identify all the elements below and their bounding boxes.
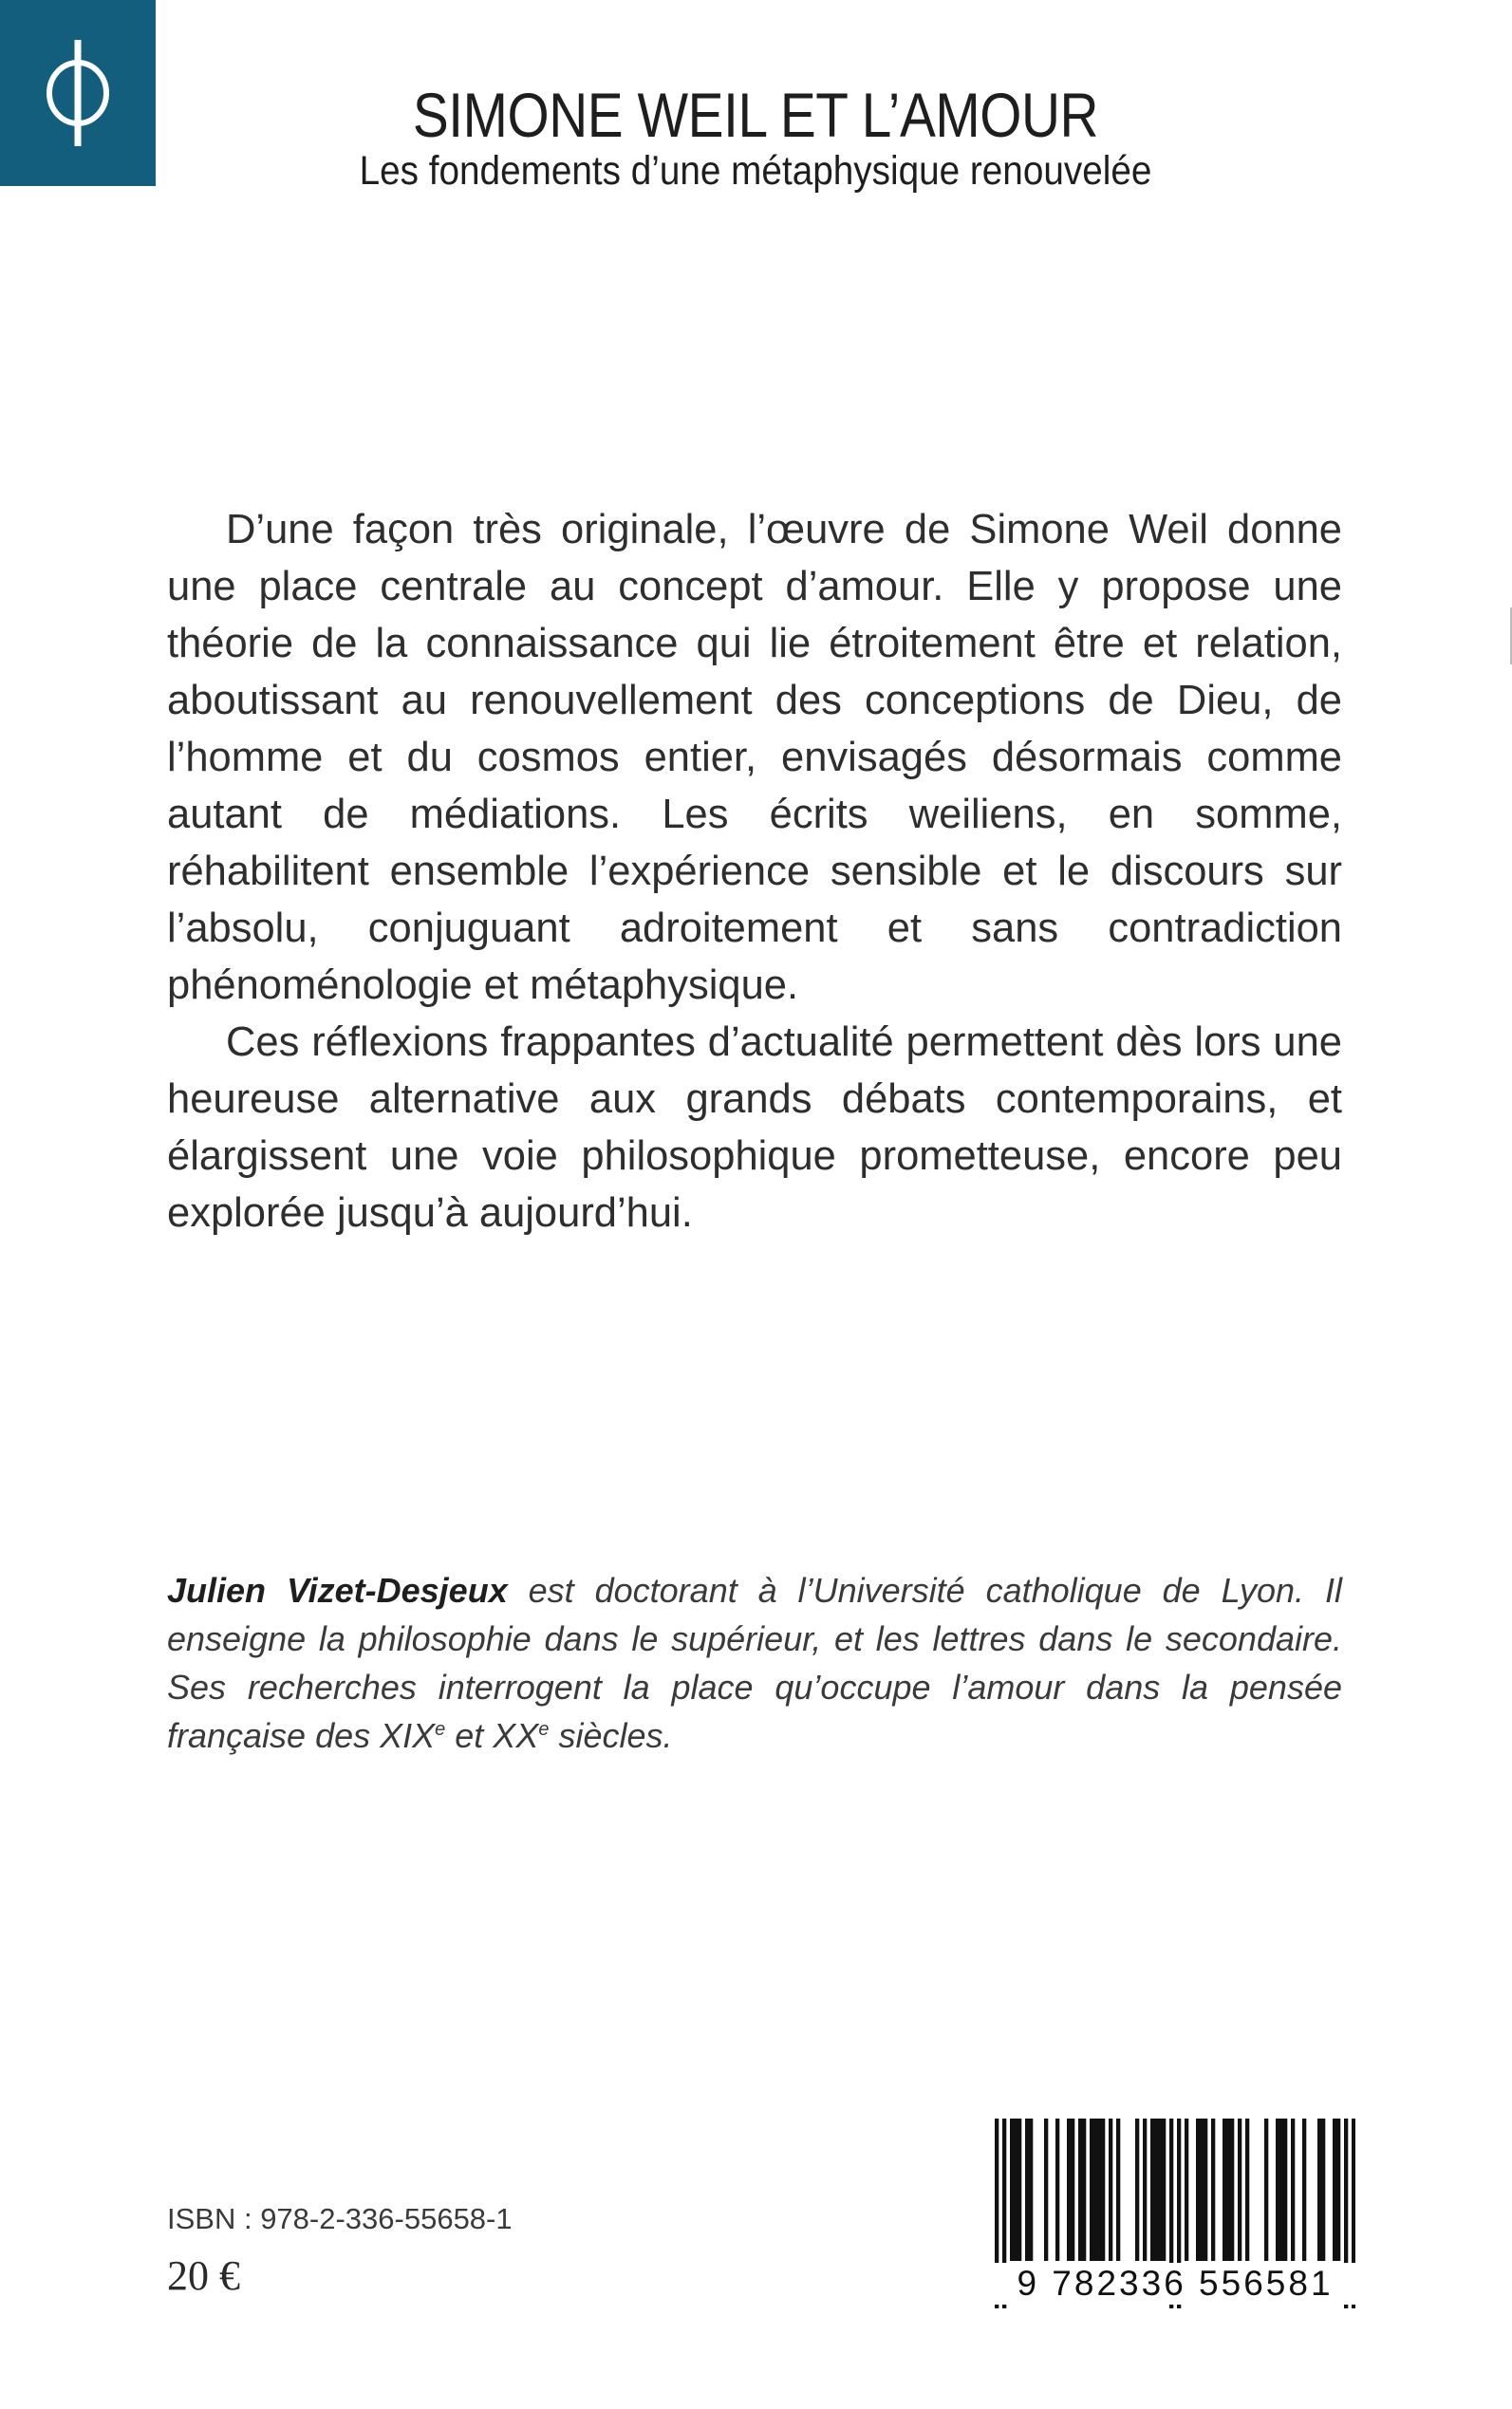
barcode-bar xyxy=(1321,2119,1325,2261)
barcode-bar xyxy=(1291,2119,1295,2261)
barcode-bar xyxy=(1078,2119,1082,2261)
barcode-bar xyxy=(1162,2119,1166,2261)
barcode-bar xyxy=(1336,2119,1340,2261)
barcode-bar xyxy=(1302,2119,1306,2261)
barcode-bar xyxy=(1238,2119,1241,2261)
barcode-bar xyxy=(1017,2119,1021,2261)
barcode-bar xyxy=(1135,2119,1139,2261)
publisher-logo xyxy=(0,0,156,186)
bio-text-3: siècles. xyxy=(549,1716,673,1755)
barcode-bar xyxy=(1097,2119,1101,2261)
barcode-bar xyxy=(1071,2119,1074,2261)
price-label: 20 € xyxy=(167,2252,240,2299)
isbn-label: ISBN : 978-2-336-55658-1 xyxy=(167,2202,513,2235)
barcode-bar xyxy=(1093,2119,1097,2261)
barcode-bar xyxy=(1029,2119,1033,2261)
barcode-bar xyxy=(1067,2119,1071,2261)
blurb-paragraph-2: Ces réflexions frappantes d’actualité permettent dès lors une heureuse alternative aux grands débats contemporains, et élargissent une voie philosophique prometteuse, encore peu explorée jusqu’à aujourd’hui. xyxy=(167,1019,1342,1236)
barcode-bar xyxy=(1010,2119,1014,2261)
barcode-bar xyxy=(1025,2119,1029,2261)
barcode-bar xyxy=(1055,2119,1059,2261)
blurb-paragraph-1: D’une façon très originale, l’œuvre de Simone Weil donne une place centrale au concept d’amour. Elle y propose une théorie de la connaissance qui lie étroitement être et relation, aboutissant au renouvellement des conceptions de Dieu, de l’homme et du cosmos entier, envisagés désormais comme autant de médiations. Les écrits weiliens, en somme, réhabilitent ensemble l’expérience sensible et le discours sur l’absolu, conjuguant adroitement et sans contradiction phénoménologie et métaphysique. xyxy=(167,507,1342,1008)
barcode-bar xyxy=(1196,2119,1200,2261)
barcode-bar xyxy=(1154,2119,1158,2261)
barcode-bar xyxy=(1185,2119,1188,2261)
book-title: SIMONE WEIL ET L’AMOUR xyxy=(412,80,1099,150)
bio-superscript-2: e xyxy=(538,1719,550,1740)
barcode-bar xyxy=(1276,2119,1279,2261)
barcode-bar xyxy=(1279,2119,1283,2261)
barcode-bar xyxy=(1082,2119,1086,2261)
barcode-bar xyxy=(1226,2119,1230,2261)
bio-text-2: et XX xyxy=(445,1716,539,1755)
barcode-bar xyxy=(1044,2119,1048,2261)
barcode-bar xyxy=(1283,2119,1287,2261)
bio-text-1: est doctorant à l’Université catholique de Lyon. Il enseigne la philosophie dans le supérieur, et les lettres dans le secondaire. Ses recherches interrogent la place qu’occupe l’amour dans la pensée française des XIX xyxy=(167,1571,1342,1755)
barcode-bar xyxy=(1014,2119,1017,2261)
barcode-bar xyxy=(1158,2119,1162,2261)
barcode-bar xyxy=(1200,2119,1204,2261)
barcode-bar xyxy=(1264,2119,1268,2261)
barcode-bar xyxy=(1333,2119,1336,2261)
barcode-bar xyxy=(1317,2119,1321,2261)
barcode-bar xyxy=(1230,2119,1234,2261)
barcode-bar xyxy=(1204,2119,1207,2261)
barcode-bar xyxy=(1109,2119,1112,2261)
back-cover-blurb xyxy=(167,501,1342,1242)
barcode-bar xyxy=(1223,2119,1226,2261)
barcode-bar xyxy=(1101,2119,1105,2261)
barcode-digits: 9 782336 556581 xyxy=(995,2263,1355,2305)
barcode-bar xyxy=(1211,2119,1215,2261)
phi-logo-icon xyxy=(40,36,116,150)
barcode-bar xyxy=(1150,2119,1154,2261)
barcode-bar xyxy=(1090,2119,1093,2261)
book-subtitle: Les fondements d’une métaphysique renouvelée xyxy=(359,148,1152,194)
barcode-bar xyxy=(1245,2119,1249,2261)
author-bio xyxy=(167,1566,1342,1760)
barcode-bar xyxy=(1116,2119,1120,2261)
barcode-bar xyxy=(1143,2119,1147,2261)
bio-superscript-1: e xyxy=(435,1719,446,1740)
author-name: Julien Vizet-Desjeux xyxy=(167,1571,508,1610)
